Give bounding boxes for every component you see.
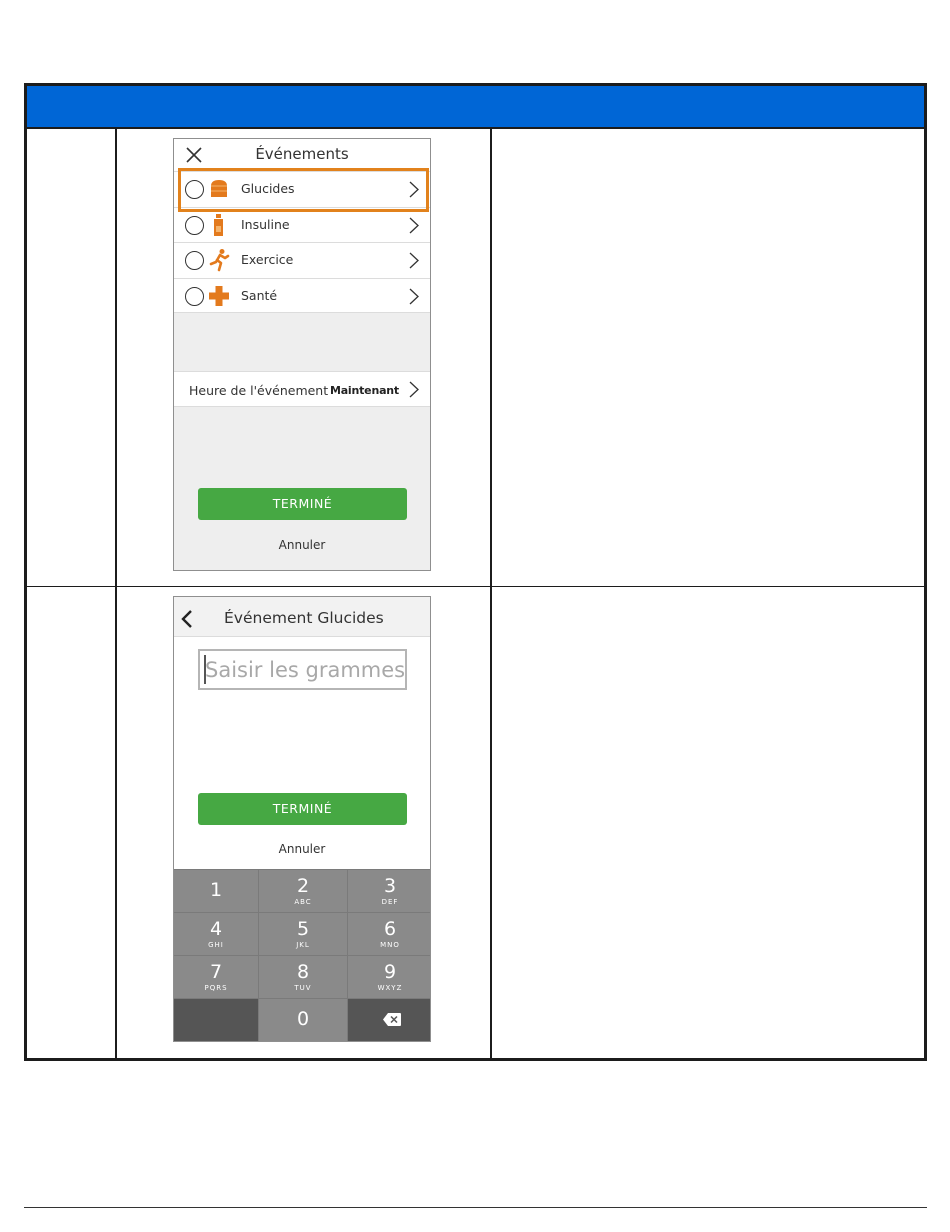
key-2[interactable]: 2 ABC (259, 870, 347, 912)
instruction-table (24, 83, 927, 1061)
table-row (27, 129, 924, 587)
numeric-keypad (174, 869, 430, 1042)
column-divider (490, 129, 492, 1058)
chevron-right-icon (409, 217, 419, 234)
event-label: Glucides (241, 181, 295, 196)
key-0[interactable]: 0 (259, 999, 347, 1042)
cancel-button[interactable]: Annuler (278, 538, 326, 552)
key-blank (174, 999, 258, 1042)
key-4[interactable]: 4 GHI (174, 913, 258, 955)
grams-input[interactable] (198, 649, 407, 690)
radio-button[interactable] (185, 251, 204, 270)
event-item-health[interactable] (174, 278, 430, 314)
cancel-button[interactable]: Annuler (278, 842, 326, 856)
exercise-icon (207, 248, 231, 272)
event-time-row[interactable] (174, 371, 430, 407)
back-icon[interactable] (180, 609, 194, 629)
key-9[interactable]: 9 WXYZ (348, 956, 431, 998)
key-3[interactable]: 3 DEF (348, 870, 431, 912)
events-header (174, 139, 430, 171)
events-screen (173, 138, 431, 571)
key-8[interactable]: 8 TUV (259, 956, 347, 998)
key-5[interactable]: 5 JKL (259, 913, 347, 955)
event-time-value: Maintenant (329, 384, 399, 397)
health-icon (207, 284, 231, 308)
event-time-label: Heure de l'événement (189, 383, 329, 398)
event-label: Insuline (241, 216, 290, 232)
key-backspace[interactable] (348, 999, 431, 1042)
key-1[interactable]: 1 (174, 870, 258, 912)
chevron-right-icon (409, 381, 419, 398)
chevron-right-icon (409, 288, 419, 305)
done-button[interactable]: TERMINÉ (198, 488, 407, 520)
radio-button[interactable] (185, 287, 204, 306)
radio-button[interactable] (185, 216, 204, 235)
selection-highlight (178, 168, 429, 212)
text-caret (204, 655, 206, 684)
backspace-icon (383, 1013, 401, 1026)
carbs-event-screen (173, 596, 431, 1042)
footer-divider (24, 1207, 927, 1208)
page-title: Événement Glucides (224, 609, 384, 627)
key-7[interactable]: 7 PQRS (174, 956, 258, 998)
carbs-header (174, 597, 430, 637)
column-divider (115, 129, 117, 1058)
key-6[interactable]: 6 MNO (348, 913, 431, 955)
event-label: Santé (241, 287, 278, 303)
done-button[interactable]: TERMINÉ (198, 793, 407, 825)
insulin-icon (207, 213, 231, 237)
chevron-right-icon (409, 252, 419, 269)
page-title: Événements (255, 145, 349, 163)
event-label: Exercice (241, 252, 294, 267)
table-row (27, 587, 924, 1058)
event-item-exercise[interactable] (174, 242, 430, 278)
table-header-row (27, 86, 924, 129)
